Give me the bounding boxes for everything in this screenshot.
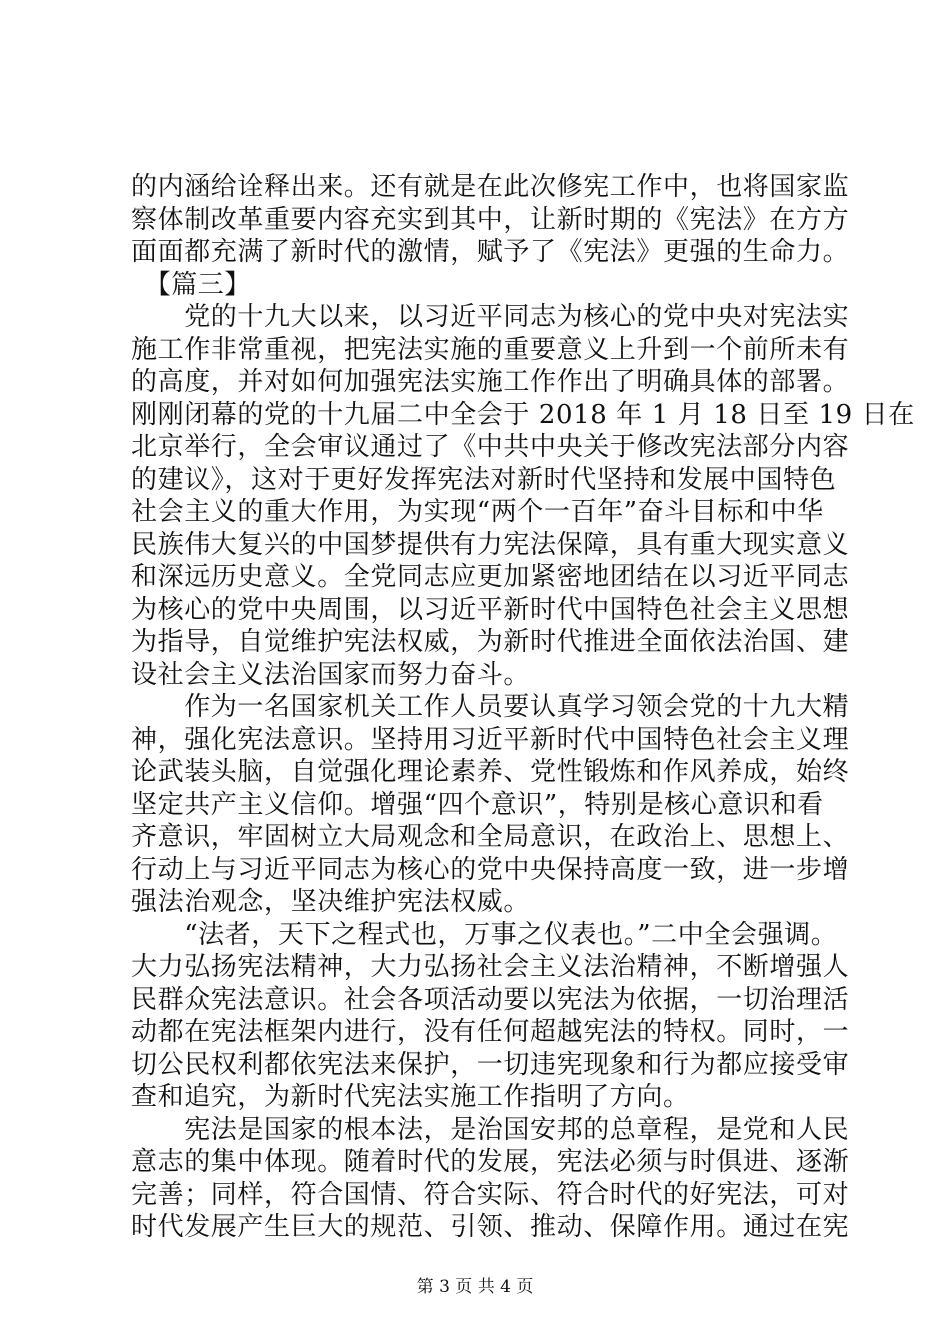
text-line: 为指导，自觉维护宪法权威，为新时代推进全面依法治国、建 (131, 627, 850, 657)
text-line: 时代发展产生巨大的规范、引领、推动、保障作用。通过在宪 (131, 1212, 850, 1242)
text-line: 的内涵给诠释出来。还有就是在此次修宪工作中，也将国家监 (131, 172, 850, 202)
text-line: 完善；同样，符合国情、符合实际、符合时代的好宪法，可对 (131, 1179, 850, 1210)
text-line: 党的十九大以来，以习近平同志为核心的党中央对宪法实 (131, 302, 850, 332)
text-line: 坚定共产主义信仰。增强“四个意识”，特别是核心意识和看 (131, 789, 824, 820)
text-line: 宪法是国家的根本法，是治国安邦的总章程，是党和人民 (131, 1114, 850, 1145)
page-number-footer: 第 3 页 共 4 页 (416, 1277, 534, 1297)
text-line: 切公民权利都依宪法来保护，一切违宪现象和行为都应接受审 (131, 1049, 850, 1080)
text-line: 北京举行，全会审议通过了《中共中央关于修改宪法部分内容 (131, 432, 850, 462)
text-line: 意志的集中体现。随着时代的发展，宪法必须与时俱进、逐渐 (131, 1147, 850, 1177)
text-line: 施工作非常重视，把宪法实施的重要意义上升到一个前所未有 (131, 334, 850, 365)
text-line: 的高度，并对如何加强宪法实施工作作出了明确具体的部署。 (131, 367, 850, 397)
text-line: 行动上与习近平同志为核心的党中央保持高度一致，进一步增 (131, 854, 850, 885)
text-line: “法者，天下之程式也，万事之仪表也。”二中全会强调。 (131, 919, 838, 950)
section-heading: 【篇三】 (131, 269, 252, 300)
text-line: 大力弘扬宪法精神，大力弘扬社会主义法治精神，不断增强人 (131, 952, 850, 982)
text-line: 社会主义的重大作用，为实现“两个一百年”奋斗目标和中华 (131, 497, 824, 527)
text-line: 为核心的党中央周围，以习近平新时代中国特色社会主义思想 (131, 594, 850, 625)
text-line: 查和追究，为新时代宪法实施工作指明了方向。 (131, 1082, 690, 1112)
text-line: 察体制改革重要内容充实到其中，让新时期的《宪法》在方方 (131, 204, 850, 235)
text-line: 齐意识，牢固树立大局观念和全局意识，在政治上、思想上、 (131, 822, 850, 852)
text-line: 强法治观念，坚决维护宪法权威。 (131, 887, 531, 917)
text-line: 的建议》，这对于更好发挥宪法对新时代坚持和发展中国特色 (131, 464, 837, 495)
text-line: 设社会主义法治国家而努力奋斗。 (131, 659, 531, 690)
text-line: 民族伟大复兴的中国梦提供有力宪法保障，具有重大现实意义 (131, 529, 850, 560)
text-line: 面面都充满了新时代的激情，赋予了《宪法》更强的生命力。 (131, 237, 850, 267)
text-line: 作为一名国家机关工作人员要认真学习领会党的十九大精 (131, 692, 850, 722)
text-line: 动都在宪法框架内进行，没有任何超越宪法的特权。同时，一 (131, 1017, 850, 1047)
text-line: 民群众宪法意识。社会各项活动要以宪法为依据，一切治理活 (131, 984, 850, 1015)
document-body (131, 171, 915, 1244)
text-line: 刚刚闭幕的党的十九届二中全会于 2018 年 1 月 18 日至 19 日在 (131, 399, 915, 430)
text-line: 神，强化宪法意识。坚持用习近平新时代中国特色社会主义理 (131, 724, 850, 755)
text-line: 论武装头脑，自觉强化理论素养、党性锻炼和作风养成，始终 (131, 757, 850, 787)
text-line: 和深远历史意义。全党同志应更加紧密地团结在以习近平同志 (131, 562, 850, 592)
